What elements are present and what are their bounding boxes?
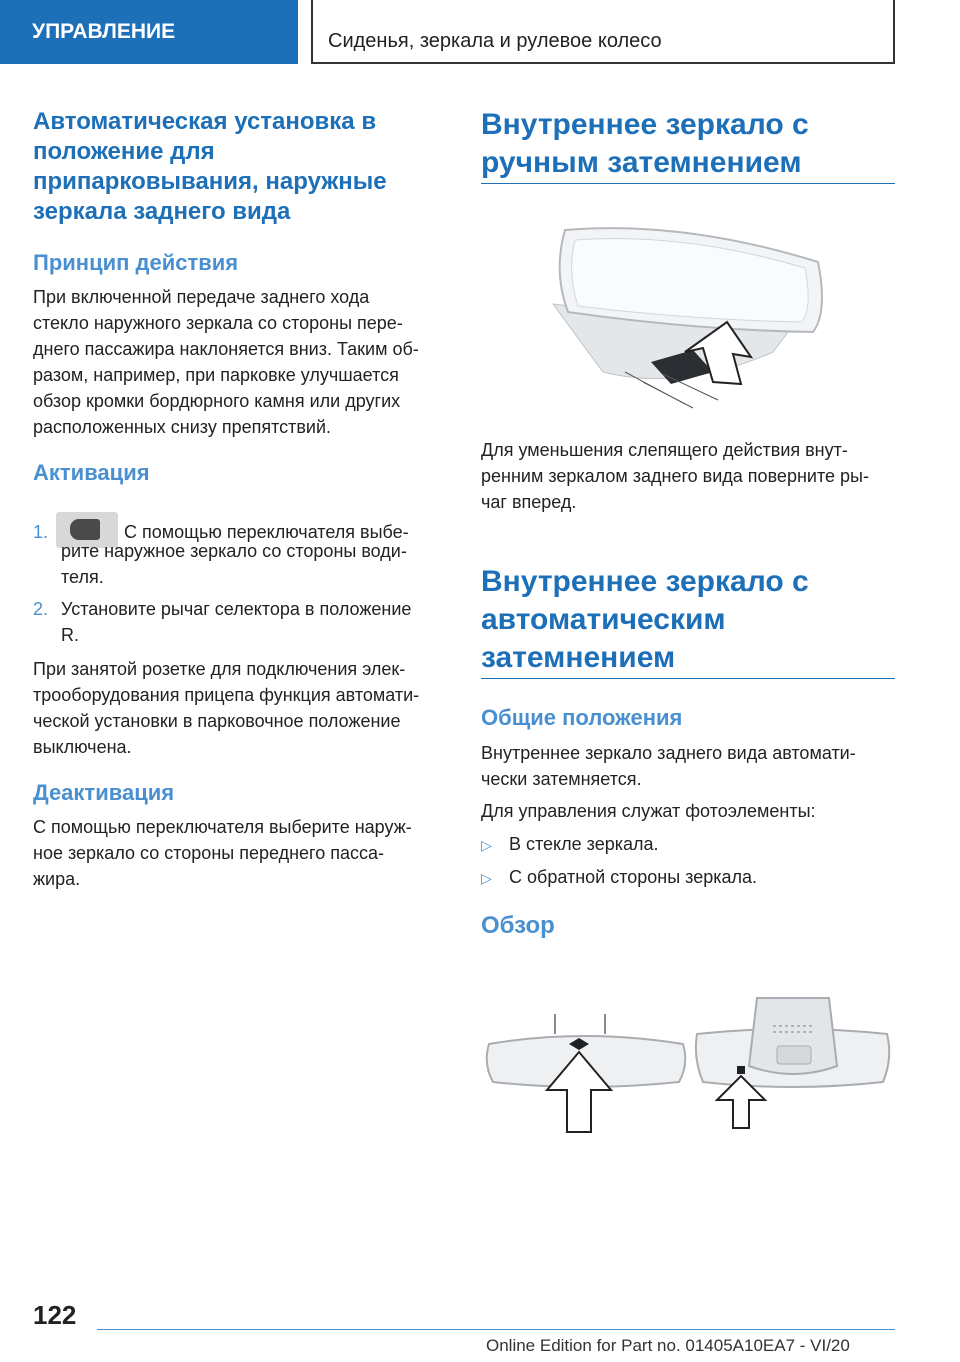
sensors-intro: Для управления служат фотоэлементы: [481,801,816,821]
edition-text: Online Edition for Part no. 01405A10EA7 - VI/20 [486,1336,850,1355]
activation-note-line-3: ческой установки в парковочное положение [33,711,401,731]
activation-heading: Активация [33,460,150,485]
manual-title-line-2: ручным затемнением [481,146,802,179]
deactivation-line-1: С помощью переключателя выберите наруж- [33,817,412,837]
triangle-bullet-icon: ▷ [481,870,492,886]
mirror-back-sensor-illustration [693,996,893,1130]
manual-line-2: ренним зеркалом заднего вида поверните ры- [481,466,869,486]
auto-title-line-2: автоматическим [481,603,726,636]
auto-title-rule [481,678,895,679]
auto-title-line-1: Внутреннее зеркало с [481,565,809,598]
section-tab: УПРАВЛЕНИЕ [0,0,298,64]
deactivation-line-3: жира. [33,869,81,889]
principle-line-6: расположенных снизу препятствий. [33,417,332,437]
chapter-title: Сиденья, зеркала и рулевое колесо [311,0,895,64]
page-number: 122 [33,1300,77,1330]
bullet-item-2 [481,864,757,890]
bullet-text-1: В стекле зеркала. [509,834,659,854]
activation-step-2 [33,596,48,622]
step-2-number: 2. [33,599,49,619]
bullet-item-1 [481,831,659,857]
step-1-line-2: рите наружное зеркало со стороны води- [61,541,407,561]
step-1-line-1: С помощью переключателя выбе- [124,522,409,542]
manual-dimming-mirror-illustration [543,222,833,412]
manual-title-line-1: Внутреннее зеркало с [481,108,809,141]
manual-line-3: чаг вперед. [481,492,577,512]
auto-title-line-3: затемнением [481,641,676,674]
principle-line-1: При включенной передаче заднего хода [33,287,370,307]
step-1-number: 1. [33,522,49,542]
footer-rule [97,1329,895,1330]
left-title-line-2: положение для [33,138,215,165]
manual-line-1: Для уменьшения слепящего действия внут- [481,440,848,460]
general-line-1: Внутреннее зеркало заднего вида автомати- [481,743,856,763]
principle-heading: Принцип действия [33,250,239,275]
deactivation-heading: Деактивация [33,780,175,805]
bullet-text-2: С обратной стороны зеркала. [509,867,758,887]
step-2-line-1: Установите рычаг селектора в положение [61,599,412,619]
mirror-front-sensor-illustration [483,1012,691,1134]
principle-line-5: обзор кромки бордюрного камня или других [33,391,401,411]
general-line-2: чески затемняется. [481,769,642,789]
left-title-line-3: припарковывания, наружные [33,168,387,195]
deactivation-line-2: ное зеркало со стороны переднего пасса- [33,843,384,863]
overview-heading: Обзор [481,912,555,939]
principle-line-4: разом, например, при парковке улучшается [33,365,399,385]
activation-note-line-2: трооборудования прицепа функция автомати- [33,685,420,705]
principle-line-3: днего пассажира наклоняется вниз. Таким об- [33,339,419,359]
general-heading: Общие положения [481,705,683,730]
left-title-line-4: зеркала заднего вида [33,198,291,225]
step-2-line-2: R. [61,625,79,645]
manual-title-rule [481,183,895,184]
step-1-line-3: теля. [61,567,104,587]
activation-note-line-4: выключена. [33,737,132,757]
left-title-line-1: Автоматическая установка в [33,108,377,135]
principle-line-2: стекло наружного зеркала со стороны пере- [33,313,403,333]
triangle-bullet-icon: ▷ [481,837,492,853]
activation-note-line-1: При занятой розетке для подключения элек- [33,659,406,679]
